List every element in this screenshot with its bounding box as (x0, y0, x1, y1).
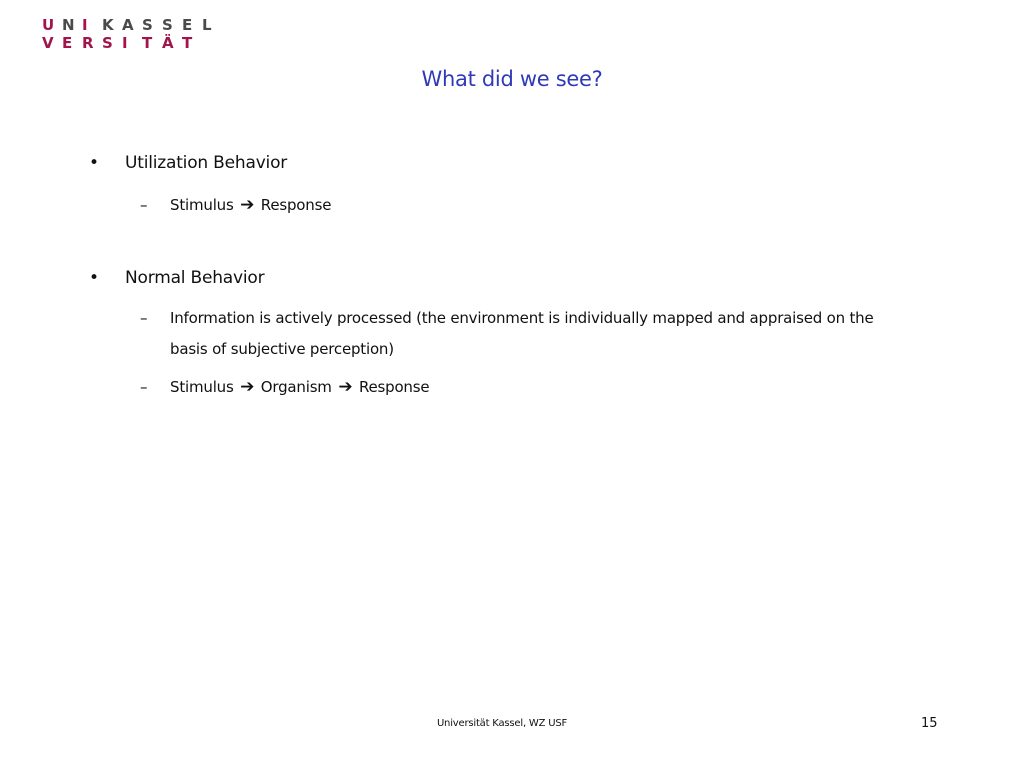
logo-letter: E (62, 34, 73, 52)
sub-item (140, 190, 332, 221)
sub-text: Stimulus (170, 196, 234, 214)
dash-marker: – (140, 196, 148, 214)
logo-letter: Ä (162, 34, 174, 52)
logo-letter: T (142, 34, 153, 52)
logo-letter: A (122, 16, 134, 34)
footer-text: Universität Kassel, WZ USF (436, 718, 568, 729)
logo-row-top (42, 16, 222, 34)
page-number: 15 (921, 716, 938, 731)
bullet-item (89, 153, 288, 173)
university-logo (42, 16, 222, 52)
logo-letter: N (62, 16, 75, 34)
logo-letter: S (102, 34, 113, 52)
logo-letter: S (142, 16, 153, 34)
arrow-right-icon: ➔ (240, 377, 255, 397)
logo-letter: K (102, 16, 114, 34)
sub-text-line: basis of subjective perception) (170, 340, 394, 358)
logo-letter: I (82, 16, 88, 34)
logo-letter: E (182, 16, 193, 34)
sub-text: Organism (260, 378, 332, 396)
logo-letter: T (182, 34, 193, 52)
sub-text: Response (260, 196, 332, 214)
sub-item (140, 372, 430, 403)
arrow-right-icon: ➔ (240, 195, 255, 215)
sub-text: Response (358, 378, 430, 396)
sub-item (140, 303, 950, 365)
bullet-marker: • (89, 153, 99, 173)
logo-letter: R (82, 34, 94, 52)
bullet-marker: • (89, 268, 99, 288)
arrow-right-icon: ➔ (338, 377, 353, 397)
dash-marker: – (140, 378, 148, 396)
bullet-item (89, 268, 265, 288)
bullet-text: Normal Behavior (125, 268, 265, 288)
bullet-text: Utilization Behavior (125, 153, 288, 173)
logo-letter: I (122, 34, 128, 52)
logo-letter: U (42, 16, 55, 34)
logo-letter: V (42, 34, 54, 52)
sub-text: Stimulus (170, 378, 234, 396)
logo-letter: S (162, 16, 173, 34)
sub-text-line: Information is actively processed (the environment is individually mapped and appraised on the (170, 309, 874, 327)
logo-letter: L (202, 16, 212, 34)
slide-title: What did we see? (421, 67, 603, 91)
logo-row-bottom (42, 34, 222, 52)
dash-marker: – (140, 309, 148, 327)
